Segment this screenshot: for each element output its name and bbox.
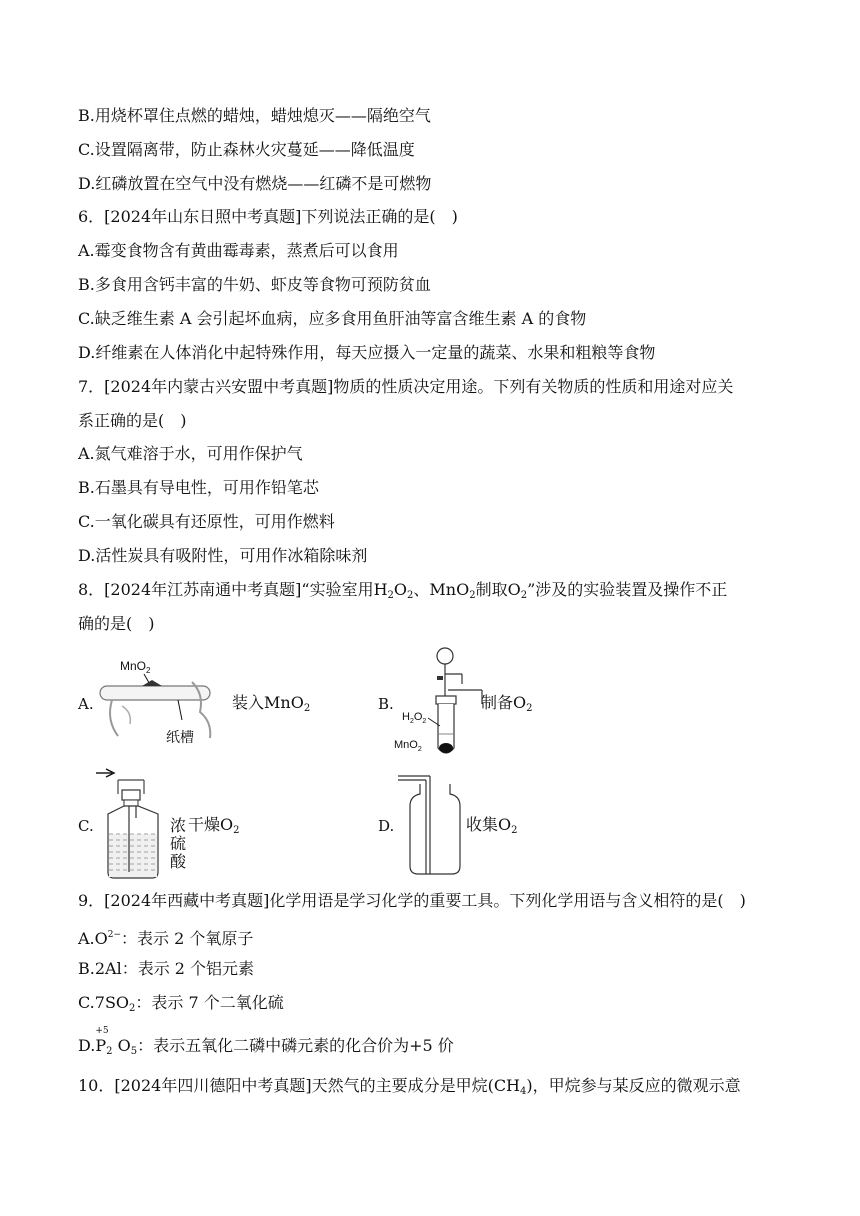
q8-mno: MnO: [429, 580, 470, 599]
q8-sep: 、: [413, 580, 430, 599]
option-5c: C.设置隔离带，防止森林火灾蔓延——降低温度: [78, 140, 415, 159]
option-7c: C.一氧化碳具有还原性，可用作燃料: [78, 512, 335, 531]
option-5d: D.红磷放置在空气中没有燃烧——红磷不是可燃物: [78, 174, 432, 193]
option-9a: $A.O^{2-}$：表示 2 个氧原子: [78, 929, 254, 948]
question-8-line2: 确的是( ): [78, 614, 155, 633]
option-9c: $C.7SO_2$：表示 7 个二氧化硫: [78, 993, 284, 1014]
figure-a-caption: 装入MnO$_2$: [232, 693, 311, 714]
figure-d-caption: 收集$O_2$: [466, 815, 518, 836]
figure-a-label: A.: [78, 695, 94, 713]
acid-char: 硫: [170, 834, 187, 853]
valence-mark: +5: [95, 1026, 109, 1036]
figure-a-mno2-label: MnO$_2$: [120, 659, 151, 675]
option-6d: D.纤维素在人体消化中起特殊作用，每天应摄入一定量的蔬菜、水果和粗粮等食物: [78, 343, 656, 362]
q8-sub: 2: [407, 590, 414, 601]
q8-o2: O: [507, 580, 521, 599]
option-5b: B.用烧杯罩住点燃的蜡烛，蜡烛熄灭——隔绝空气: [78, 106, 431, 125]
q8-text-pre: 8．[2024年江苏南通中考真题]“实验室用: [78, 580, 374, 599]
figure-b-label: B.: [378, 695, 394, 713]
q8-zhiqu: 制取: [475, 580, 508, 599]
figure-b-mno2-label: MnO$_2$: [394, 739, 422, 753]
question-8-line1: [78, 580, 727, 606]
option-9b: B.2Al：表示 2 个铝元素: [78, 959, 255, 978]
option-7d: D.活性炭具有吸附性，可用作冰箱除味剂: [78, 546, 368, 565]
question-7-line1: 7．[2024年内蒙古兴安盟中考真题]物质的性质决定用途。下列有关物质的性质和用途对应关: [78, 377, 734, 396]
question-6: 6．[2024年山东日照中考真题]下列说法正确的是( ): [78, 207, 458, 226]
figure-c-acid-label: [170, 817, 186, 871]
q8-text-post: ”涉及的实验装置及操作不正: [527, 580, 728, 599]
figure-a-paper-label: 纸槽: [166, 729, 194, 745]
option-6c: C.缺乏维生素 A 会引起坏血病，应多食用鱼肝油等富含维生素 A 的食物: [78, 309, 587, 328]
question-9: 9．[2024年西藏中考真题]化学用语是学习化学的重要工具。下列化学用语与含义相符的是( ): [78, 891, 746, 910]
figure-d-label: D.: [378, 817, 395, 835]
figure-c-gas-washing-bottle: [92, 768, 172, 880]
q8-sub: 2: [469, 590, 476, 601]
acid-char: 浓: [170, 816, 187, 835]
question-10: 10．[2024年四川德阳中考真题]天然气的主要成分是甲烷$(CH_4)$，甲烷参与某反应的微观示意: [78, 1076, 741, 1097]
figure-a-test-tube-illustration: [92, 650, 232, 750]
figure-d-collection-bottle: [396, 770, 466, 878]
option-6a: A.霉变食物含有黄曲霉毒素，蒸煮后可以食用: [78, 241, 399, 260]
q8-o: O: [393, 580, 408, 599]
acid-char: 酸: [170, 852, 187, 871]
figure-c-caption: 干燥$O_2$: [188, 815, 240, 836]
figure-b-h2o2-label: $H_2O_2$: [402, 711, 427, 725]
question-7-line2: 系正确的是( ): [78, 411, 187, 430]
option-9d: D. +5 $P_2$ $O_5$：表示五氧化二磷中磷元素的化合价为+5 价: [78, 1026, 454, 1057]
figure-b-caption: 制备$O_2$: [481, 693, 533, 714]
q8-sub: 2: [520, 590, 528, 601]
q8-sub: 2: [387, 590, 394, 601]
option-7b: B.石墨具有导电性，可用作铅笔芯: [78, 478, 319, 497]
option-7a: A.氮气难溶于水，可用作保护气: [78, 444, 303, 463]
q8-h: H: [373, 580, 388, 599]
option-6b: B.多食用含钙丰富的牛奶、虾皮等食物可预防贫血: [78, 275, 431, 294]
figure-c-label: C.: [78, 817, 94, 835]
